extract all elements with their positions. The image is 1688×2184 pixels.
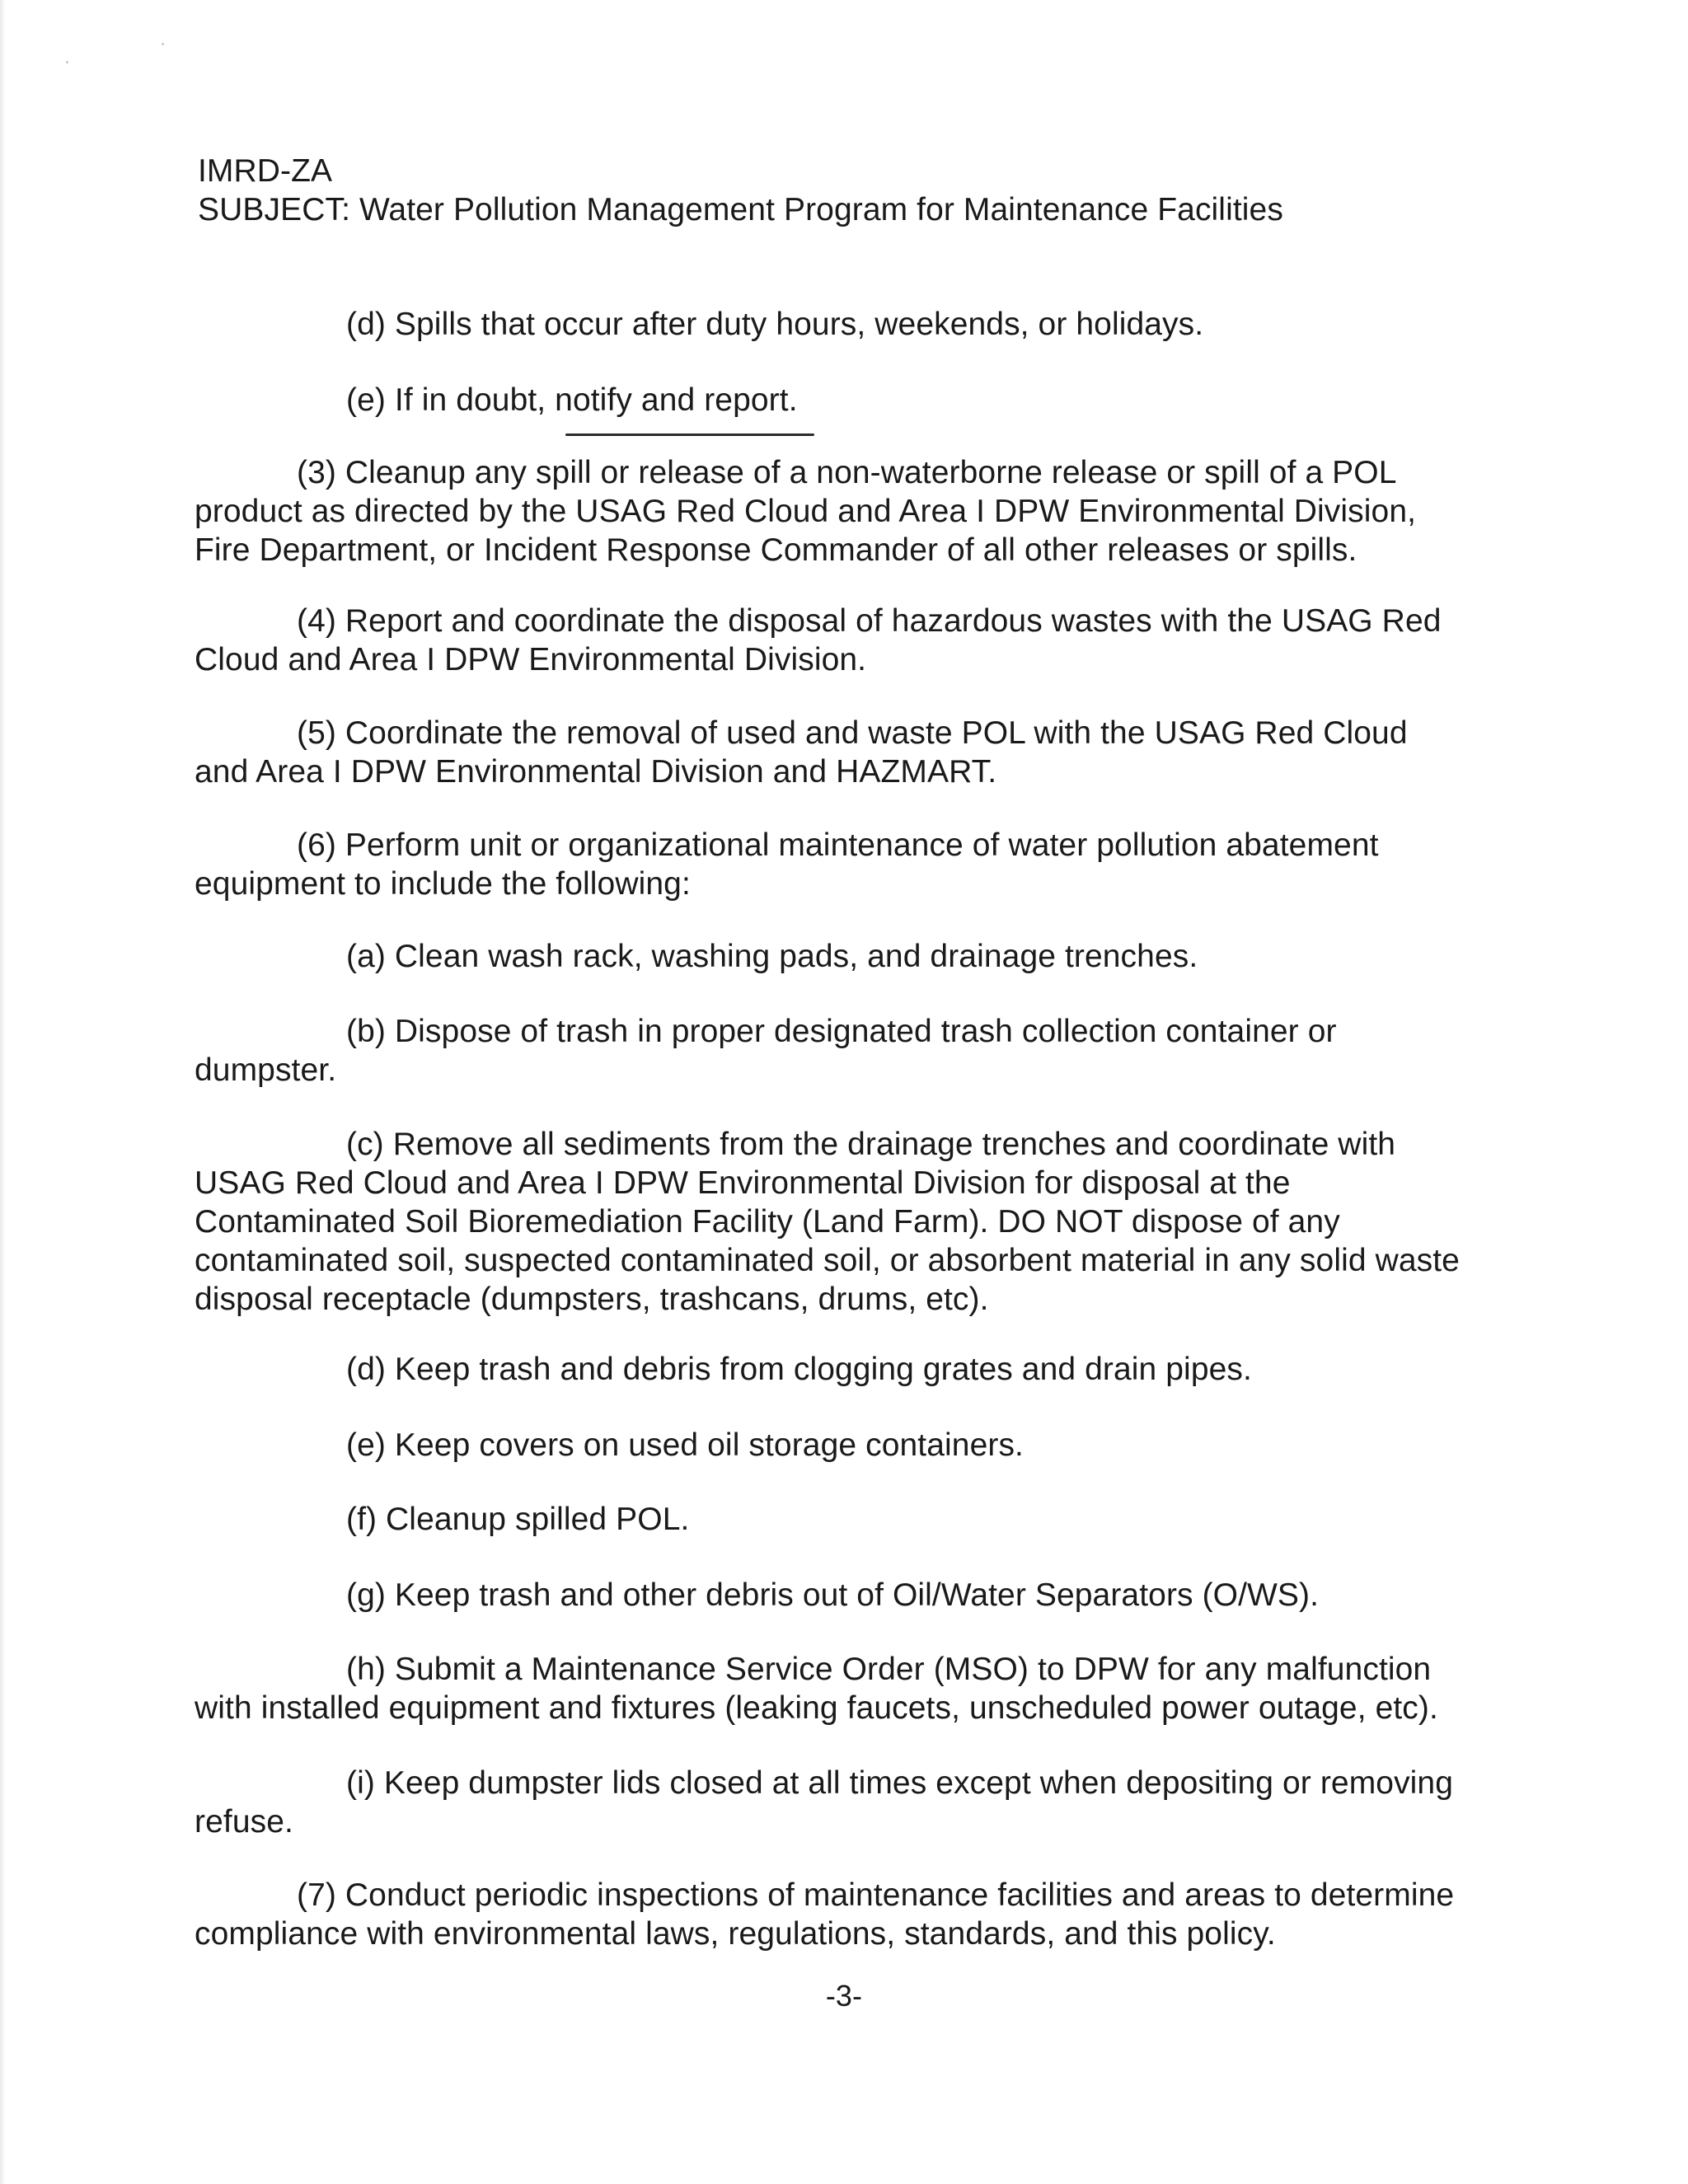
scan-speck (162, 43, 164, 45)
item-b-line-1: (b) Dispose of trash in proper designated trash collection container or (346, 1014, 1337, 1049)
item-d-keep: (d) Keep trash and debris from clogging grates and drain pipes. (346, 1352, 1252, 1387)
item-c-line-1: (c) Remove all sediments from the drainage trenches and coordinate with (346, 1127, 1396, 1162)
item-e-covers: (e) Keep covers on used oil storage containers. (346, 1427, 1024, 1463)
handwritten-underline (565, 434, 814, 436)
item-i-line-2: refuse. (195, 1804, 293, 1840)
item-c-line-4: contaminated soil, suspected contaminated soil, or absorbent material in any solid waste (195, 1243, 1460, 1278)
para-4-line-2: Cloud and Area I DPW Environmental Division. (195, 642, 867, 677)
para-3-line-2: product as directed by the USAG Red Cloud and Area I DPW Environmental Division, (195, 494, 1417, 529)
para-6-line-1: (6) Perform unit or organizational maintenance of water pollution abatement (297, 827, 1379, 863)
item-g-keep: (g) Keep trash and other debris out of Oil/Water Separators (O/WS). (346, 1577, 1320, 1613)
item-c-line-2: USAG Red Cloud and Area I DPW Environmental Division for disposal at the (195, 1165, 1291, 1201)
para-3-line-3: Fire Department, or Incident Response Commander of all other releases or spills. (195, 532, 1357, 568)
page-number: -3- (825, 1979, 863, 2013)
scan-speck (66, 61, 68, 63)
para-7-line-2: compliance with environmental laws, regulations, standards, and this policy. (195, 1916, 1276, 1952)
item-e-doubt: (e) If in doubt, notify and report. (346, 382, 798, 418)
scan-edge-shadow (0, 0, 5, 2184)
item-c-line-3: Contaminated Soil Bioremediation Facility (Land Farm). DO NOT dispose of any (195, 1204, 1340, 1240)
item-a-clean: (a) Clean wash rack, washing pads, and drainage trenches. (346, 939, 1198, 974)
item-c-line-5: disposal receptacle (dumpsters, trashcans, drums, etc). (195, 1282, 989, 1317)
item-h-line-1: (h) Submit a Maintenance Service Order (MSO) to DPW for any malfunction (346, 1652, 1432, 1687)
para-4-line-1: (4) Report and coordinate the disposal of hazardous wastes with the USAG Red (297, 603, 1442, 639)
item-i-line-1: (i) Keep dumpster lids closed at all times except when depositing or removing (346, 1765, 1454, 1801)
subject-line: SUBJECT: Water Pollution Management Program for Maintenance Facilities (198, 192, 1283, 227)
item-b-line-2: dumpster. (195, 1052, 337, 1088)
item-h-line-2: with installed equipment and fixtures (leaking faucets, unscheduled power outage, etc). (195, 1690, 1438, 1726)
office-symbol: IMRD-ZA (198, 153, 333, 189)
item-f-cleanup: (f) Cleanup spilled POL. (346, 1502, 690, 1537)
para-7-line-1: (7) Conduct periodic inspections of maintenance facilities and areas to determine (297, 1877, 1455, 1913)
item-d-spills: (d) Spills that occur after duty hours, weekends, or holidays. (346, 307, 1204, 342)
para-5-line-1: (5) Coordinate the removal of used and waste POL with the USAG Red Cloud (297, 715, 1408, 751)
para-5-line-2: and Area I DPW Environmental Division and HAZMART. (195, 754, 997, 790)
para-6-line-2: equipment to include the following: (195, 866, 691, 902)
para-3-line-1: (3) Cleanup any spill or release of a non-waterborne release or spill of a POL (297, 455, 1397, 490)
